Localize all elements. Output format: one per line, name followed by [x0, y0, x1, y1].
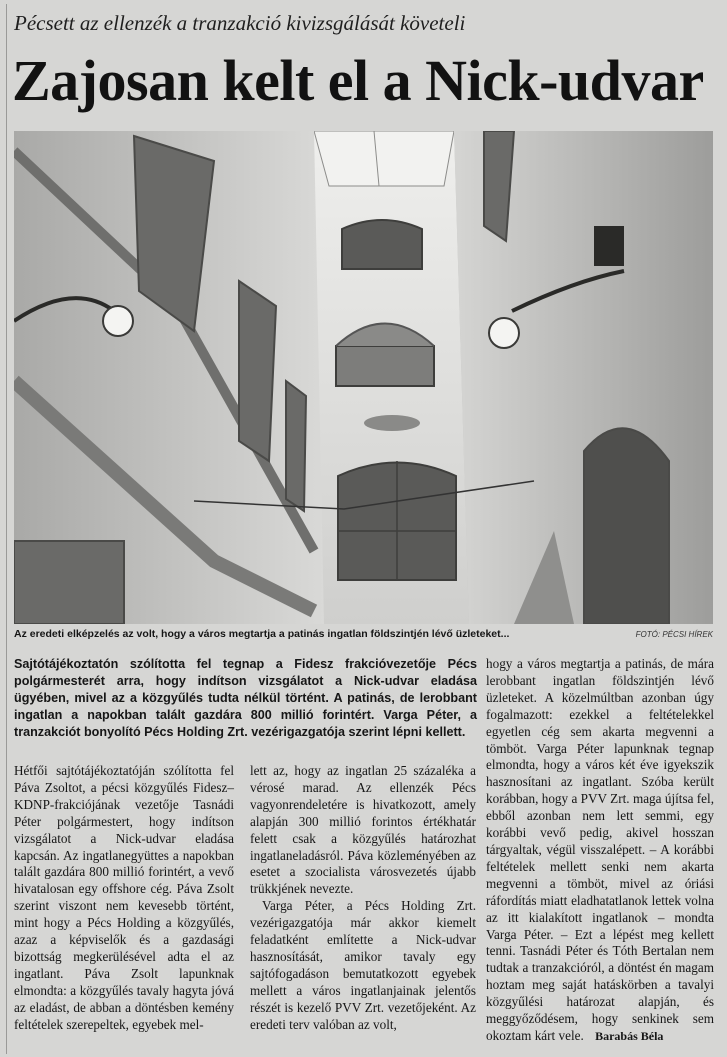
article-lead: Sajtótájékoztatón szólította fel tegnap a Fidesz frakcióvezetője Pécs polgármesterét arra, hogy indítson vizsgálatot a Nick-udvar eladása ügyében, mivel az a közgyűlés tudta nélkül történt. A patinás, de lerobbant ingatlan a napokban talált gazdára 800 millió forintért. Varga Péter, a tranzakciót bonyolító Pécs Holding Zrt. vezérigazgatója szerint lépni kellett.: [14, 657, 477, 739]
body-text-2: lett az, hogy az ingatlan 25 százaléka a vérosé marad. Az ellenzék Pécs vagyonrendeletére is hivatkozott, amely alapján 300 millió forintos értékhatár felett csak a közgyűlés határozhat ingatlaneladásról. Páva közleményében az esetet a szocialista városvezetés újabb trükkjének nevezte.: [250, 763, 476, 897]
body-text-2b: Varga Péter, a Pécs Holding Zrt. vezérigazgatója már akkor kiemelt feladatként említette a Nick-udvar hasznosítását, amikor tavaly egy sajtófogadáson bemutatkozott egyebek mellett a város ingatlanjainak jelentős részét is kezelő PVV Zrt. vezetőjeként. Az eredeti terv valóban az volt,: [250, 898, 476, 1032]
body-column-3: [486, 656, 714, 1045]
article-kicker: Pécsett az ellenzék a tranzakció kivizsgálását követeli: [14, 11, 466, 35]
courtyard-illustration: [14, 131, 713, 624]
courtyard-photo: [14, 131, 713, 624]
byline: Barabás Béla: [595, 1028, 664, 1043]
body-column-1: [14, 763, 234, 1034]
body-text-3: hogy a város megtartja a patinás, de mára lerobbant ingatlan földszintjén lévő üzleteket. A közelmúltban azonban úgy fogalmazott: ezekkel a feltételekkel egyetlen cég sem akarta megvenni a tömböt. Varga Péter lapunknak tegnap elmondta, hogy a város két éve igyekszik hasznosítani az ingatlant. Szóba került korábban, hogy a PVV Zrt. maga újítsa fel, ebből azonban nem lett semmi, egy korábbi vevő pedig, akivel hosszan tárgyaltak, végül visszalépett. – A korábbi feltételek mellett senki nem akarta megvenni a tömböt, mivel az óriási ráfordítás miatt eladhatatlanok lettek volna az itt kialakított ingatlanok – mondta Varga Péter. – Ezt a lépést meg kellett tenni. Tasnádi Péter és Tóth Bertalan nem tudtak a tranzakcióról, a döntést én magam hoztam meg saját hatáskörben a tavalyi közgyűlési határozat alapján, és meggyőződésem, hogy senkinek sem okoztam kárt vele.: [486, 656, 714, 1043]
article-headline: Zajosan kelt el a Nick-udvar: [12, 48, 704, 113]
photo-credit: FOTÓ: PÉCSI HÍREK: [635, 630, 713, 639]
body-column-2: [250, 763, 476, 1034]
photo-caption: Az eredeti elképzelés az volt, hogy a város megtartja a patinás ingatlan földszintjén lévő üzleteket...: [14, 628, 510, 640]
body-text-1: Hétfői sajtótájékoztatóján szólította fel Páva Zsoltot, a pécsi közgyűlés Fidesz–KDNP-frakciójának vezetője Tasnádi Péter polgármestert, hogy indítson vizsgálatot a Nick-udvar eladása kapcsán. Az ingatlanegyüttes a napokban talált gazdára 800 millió forintért, a vevő hivatalosan egy offshore cég. Páva Zsolt szerint viszont nem kevesebb történt, mint hogy a Pécs Holding a közgyűlés, azaz a képviselők és a gazdasági bizottság megkerülésével adta el az ingatlant. Páva Zsolt lapunknak elmondta: a közgyűlés tavaly hagyta jóvá az eladást, de abban a döntésben kemény feltételek szerepeltek, egyebek mel-: [14, 763, 234, 1032]
